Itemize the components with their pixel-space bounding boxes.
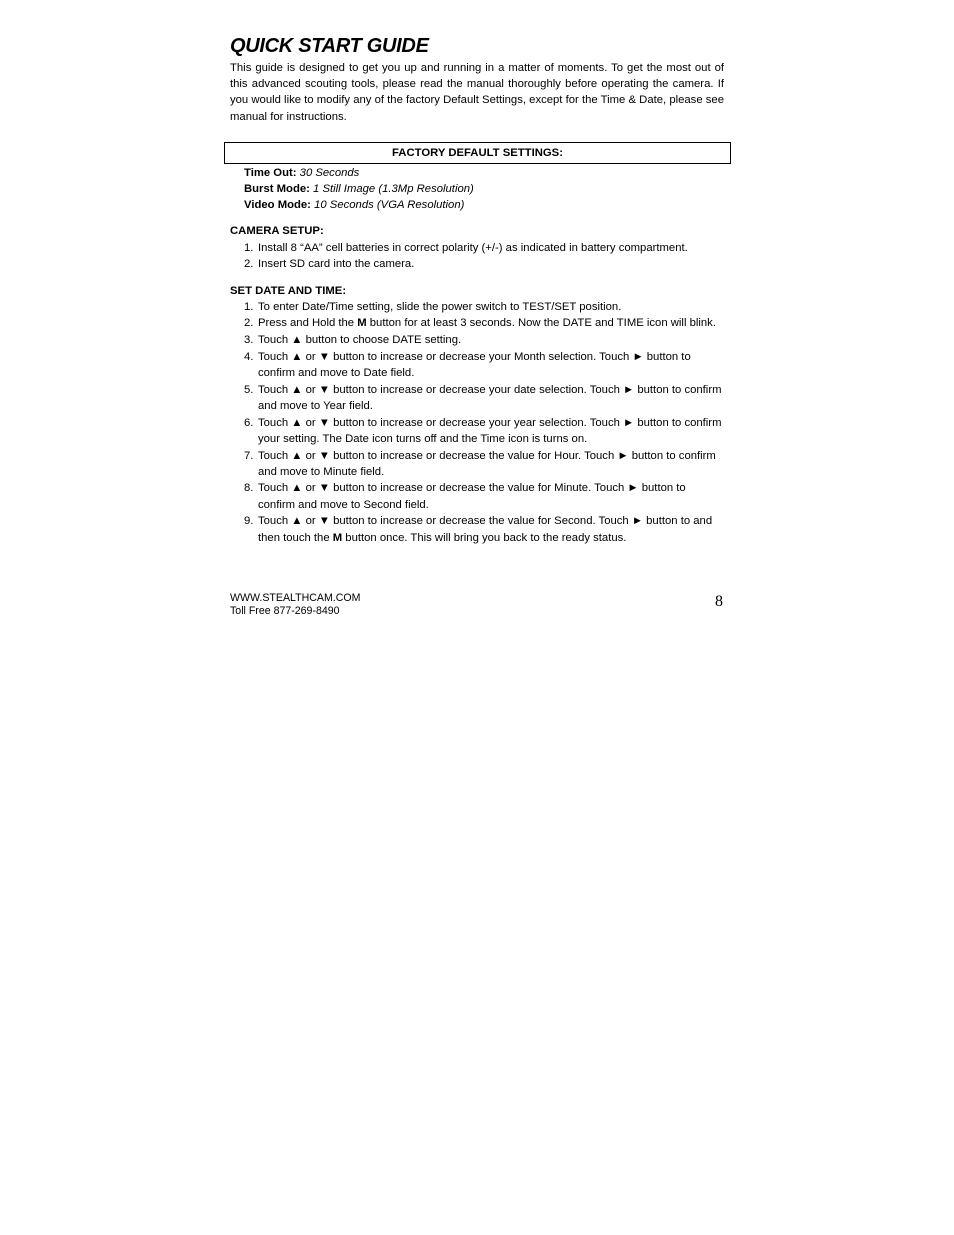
step-number: 2.: [244, 317, 254, 330]
list-item: [230, 349, 724, 381]
list-item: [230, 256, 724, 272]
set-date-time-steps: [230, 299, 724, 546]
default-label: Burst Mode:: [244, 183, 310, 196]
step-number: 3.: [244, 334, 254, 347]
m-button-label: M: [332, 531, 343, 544]
list-item: [230, 513, 724, 545]
step-number: 1.: [244, 300, 254, 313]
list-item: [230, 382, 724, 414]
default-item-time-out: [244, 165, 724, 181]
step-text: Touch ▲ or ▼ button to increase or decrease the value for Hour. Touch ► button to confirm and move to Minute field.: [258, 449, 716, 478]
step-number: 7.: [244, 449, 254, 462]
footer-website: WWW.STEALTHCAM.COM: [230, 592, 361, 604]
step-number: 2.: [244, 258, 254, 271]
step-number: 9.: [244, 515, 254, 528]
factory-defaults-heading-box: [224, 142, 731, 164]
list-item: [230, 448, 724, 480]
list-item: [230, 240, 724, 256]
factory-defaults-heading: FACTORY DEFAULT SETTINGS:: [392, 146, 563, 159]
step-number: 4.: [244, 350, 254, 363]
step-text: Touch ▲ or ▼ button to increase or decrease the value for Minute. Touch ► button to confirm and move to Second field.: [258, 482, 686, 511]
camera-setup-heading: CAMERA SETUP:: [230, 225, 324, 238]
list-item: [230, 415, 724, 447]
factory-defaults-list: [244, 165, 724, 214]
step-number: 8.: [244, 482, 254, 495]
step-text: button once. This will bring you back to the ready status.: [342, 531, 627, 544]
footer-phone: Toll Free 877-269-8490: [230, 604, 340, 617]
camera-setup-steps: [230, 240, 724, 273]
set-date-time-heading: SET DATE AND TIME:: [230, 284, 347, 297]
page-title: QUICK START GUIDE: [230, 35, 429, 57]
default-item-video-mode: [244, 197, 724, 213]
default-value: 1 Still Image (1.3Mp Resolution): [313, 183, 474, 196]
default-label: Time Out:: [244, 166, 297, 179]
m-button-label: M: [357, 317, 367, 330]
list-item: [230, 332, 724, 348]
step-text: button for at least 3 seconds. Now the DATE and TIME icon will blink.: [366, 317, 716, 330]
step-text: Touch ▲ button to choose DATE setting.: [258, 334, 462, 347]
list-item: [230, 315, 724, 331]
intro-paragraph: This guide is designed to get you up and running in a matter of moments. To get the most out of this advanced scouting tools, please read the manual thoroughly before operating the camera. If you would like to modify any of the factory Default Settings, except for the Time & Date, please see manual for instructions.: [230, 62, 724, 123]
step-text: Touch ▲ or ▼ button to increase or decrease the value for Second. Touch ► button to and then touch the: [258, 515, 713, 544]
document-page: [230, 33, 724, 546]
default-label: Video Mode:: [244, 199, 311, 212]
default-value: 30 Seconds: [299, 166, 360, 179]
step-text: Touch ▲ or ▼ button to increase or decrease your date selection. Touch ► button to confirm and move to Year field.: [258, 383, 722, 412]
list-item: [230, 480, 724, 512]
step-number: 6.: [244, 416, 254, 429]
list-item: [230, 299, 724, 315]
page-number: 8: [715, 593, 723, 610]
step-number: 1.: [244, 241, 254, 254]
step-text: Touch ▲ or ▼ button to increase or decrease your Month selection. Touch ► button to confirm and move to Date field.: [258, 350, 691, 380]
default-item-burst-mode: [244, 181, 724, 197]
step-text: Install 8 “AA” cell batteries in correct polarity (+/-) as indicated in battery compartment.: [258, 241, 688, 254]
default-value: 10 Seconds (VGA Resolution): [314, 199, 465, 212]
step-text: To enter Date/Time setting, slide the power switch to TEST/SET position.: [258, 300, 622, 313]
step-text: Insert SD card into the camera.: [258, 258, 415, 271]
page-footer: [230, 592, 724, 617]
step-number: 5.: [244, 383, 254, 396]
step-text: Press and Hold the: [258, 317, 358, 330]
step-text: Touch ▲ or ▼ button to increase or decrease your year selection. Touch ► button to confirm your setting. The Date icon turns off and the Time icon is turns on.: [258, 416, 722, 445]
